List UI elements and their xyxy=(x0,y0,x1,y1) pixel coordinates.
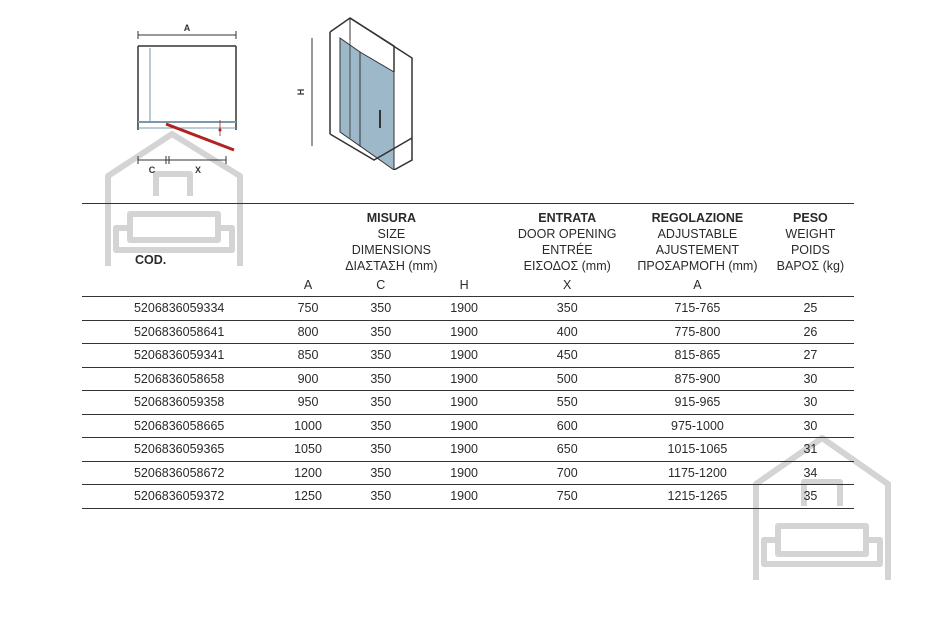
cell-code: 5206836059334 xyxy=(82,297,276,321)
cell-a: 1250 xyxy=(276,485,339,509)
plan-view-svg xyxy=(128,18,248,178)
cell-x: 500 xyxy=(506,367,628,391)
subheader-x: X xyxy=(563,278,572,292)
cell-x: 600 xyxy=(506,414,628,438)
cell-h: 1900 xyxy=(422,367,507,391)
dim-label-h: H xyxy=(296,88,306,96)
cell-c: 350 xyxy=(340,485,422,509)
header-misura-line-4: ΔΙΑΣΤΑΣΗ (mm) xyxy=(345,259,438,273)
cell-adjust: 975-1000 xyxy=(628,414,767,438)
cell-a: 950 xyxy=(276,391,339,415)
cell-h: 1900 xyxy=(422,438,507,462)
cell-c: 350 xyxy=(340,391,422,415)
header-row xyxy=(82,204,854,275)
table-row xyxy=(82,461,854,485)
cell-code: 5206836058641 xyxy=(82,320,276,344)
specifications-table xyxy=(82,203,854,509)
cell-c: 350 xyxy=(340,367,422,391)
table-row xyxy=(82,344,854,368)
cell-c: 350 xyxy=(340,438,422,462)
header-entrata-line-3: ENTRÉE xyxy=(541,243,593,257)
cell-code: 5206836058665 xyxy=(82,414,276,438)
cell-h: 1900 xyxy=(422,391,507,415)
cell-weight: 27 xyxy=(767,344,854,368)
subheader-empty xyxy=(82,274,276,297)
cell-weight: 30 xyxy=(767,391,854,415)
cell-code: 5206836059341 xyxy=(82,344,276,368)
subheader-a-adjust: A xyxy=(693,278,702,292)
table-row xyxy=(82,485,854,509)
plan-view-diagram xyxy=(128,18,248,183)
cell-x: 750 xyxy=(506,485,628,509)
cell-c: 350 xyxy=(340,461,422,485)
cell-adjust: 715-765 xyxy=(628,297,767,321)
header-regolazione-line-3: AJUSTEMENT xyxy=(655,243,740,257)
subheader-row xyxy=(82,274,854,297)
header-regolazione xyxy=(628,204,767,275)
header-entrata xyxy=(506,204,628,275)
header-code: COD. xyxy=(82,204,276,275)
cell-weight: 26 xyxy=(767,320,854,344)
dim-label-c: C xyxy=(148,165,156,175)
cell-adjust: 775-800 xyxy=(628,320,767,344)
cell-weight: 30 xyxy=(767,414,854,438)
header-regolazione-line-1: REGOLAZIONE xyxy=(651,211,744,225)
cell-c: 350 xyxy=(340,320,422,344)
header-entrata-line-1: ENTRATA xyxy=(538,211,597,225)
cell-adjust: 915-965 xyxy=(628,391,767,415)
cell-x: 700 xyxy=(506,461,628,485)
isometric-diagram xyxy=(290,10,430,175)
cell-x: 650 xyxy=(506,438,628,462)
table-row xyxy=(82,297,854,321)
cell-c: 350 xyxy=(340,297,422,321)
cell-adjust: 1015-1065 xyxy=(628,438,767,462)
cell-weight: 34 xyxy=(767,461,854,485)
cell-code: 5206836058658 xyxy=(82,367,276,391)
table-row xyxy=(82,320,854,344)
header-entrata-line-2: DOOR OPENING xyxy=(517,227,617,241)
cell-a: 750 xyxy=(276,297,339,321)
header-misura-line-3: DIMENSIONS xyxy=(351,243,431,257)
isometric-svg xyxy=(290,10,430,170)
cell-x: 450 xyxy=(506,344,628,368)
cell-code: 5206836058672 xyxy=(82,461,276,485)
header-peso-line-2: WEIGHT xyxy=(785,227,836,241)
cell-code: 5206836059358 xyxy=(82,391,276,415)
cell-adjust: 815-865 xyxy=(628,344,767,368)
cell-h: 1900 xyxy=(422,297,507,321)
cell-x: 350 xyxy=(506,297,628,321)
table-row xyxy=(82,367,854,391)
cell-h: 1900 xyxy=(422,320,507,344)
cell-weight: 30 xyxy=(767,367,854,391)
subheader-c: C xyxy=(376,278,386,292)
header-regolazione-line-4: ΠΡΟΣΑΡΜΟΓΗ (mm) xyxy=(637,259,758,273)
table-body xyxy=(82,297,854,509)
cell-c: 350 xyxy=(340,344,422,368)
cell-a: 900 xyxy=(276,367,339,391)
header-peso xyxy=(767,204,854,275)
table-row xyxy=(82,438,854,462)
header-regolazione-line-2: ADJUSTABLE xyxy=(657,227,738,241)
subheader-h: H xyxy=(459,278,469,292)
cell-h: 1900 xyxy=(422,414,507,438)
cell-h: 1900 xyxy=(422,344,507,368)
table-row xyxy=(82,391,854,415)
header-entrata-line-4: ΕΙΣΟΔΟΣ (mm) xyxy=(523,259,611,273)
dim-label-a: A xyxy=(183,23,191,33)
cell-a: 1050 xyxy=(276,438,339,462)
cell-weight: 35 xyxy=(767,485,854,509)
dim-label-x: X xyxy=(194,165,202,175)
cell-adjust: 875-900 xyxy=(628,367,767,391)
header-peso-line-1: PESO xyxy=(793,211,828,225)
cell-adjust: 1215-1265 xyxy=(628,485,767,509)
cell-code: 5206836059365 xyxy=(82,438,276,462)
cell-a: 1200 xyxy=(276,461,339,485)
cell-a: 800 xyxy=(276,320,339,344)
header-peso-line-3: POIDS xyxy=(790,243,830,257)
cell-a: 850 xyxy=(276,344,339,368)
cell-weight: 25 xyxy=(767,297,854,321)
cell-x: 400 xyxy=(506,320,628,344)
cell-adjust: 1175-1200 xyxy=(628,461,767,485)
cell-x: 550 xyxy=(506,391,628,415)
cell-h: 1900 xyxy=(422,461,507,485)
cell-a: 1000 xyxy=(276,414,339,438)
cell-h: 1900 xyxy=(422,485,507,509)
cell-weight: 31 xyxy=(767,438,854,462)
header-peso-line-4: ΒΑΡΟΣ (kg) xyxy=(776,259,845,273)
header-misura xyxy=(276,204,506,275)
table-row xyxy=(82,414,854,438)
cell-c: 350 xyxy=(340,414,422,438)
header-misura-line-1: MISURA xyxy=(366,211,417,225)
cell-code: 5206836059372 xyxy=(82,485,276,509)
subheader-a: A xyxy=(303,278,313,292)
header-misura-line-2: SIZE xyxy=(377,227,406,241)
subheader-peso-empty xyxy=(767,274,854,297)
